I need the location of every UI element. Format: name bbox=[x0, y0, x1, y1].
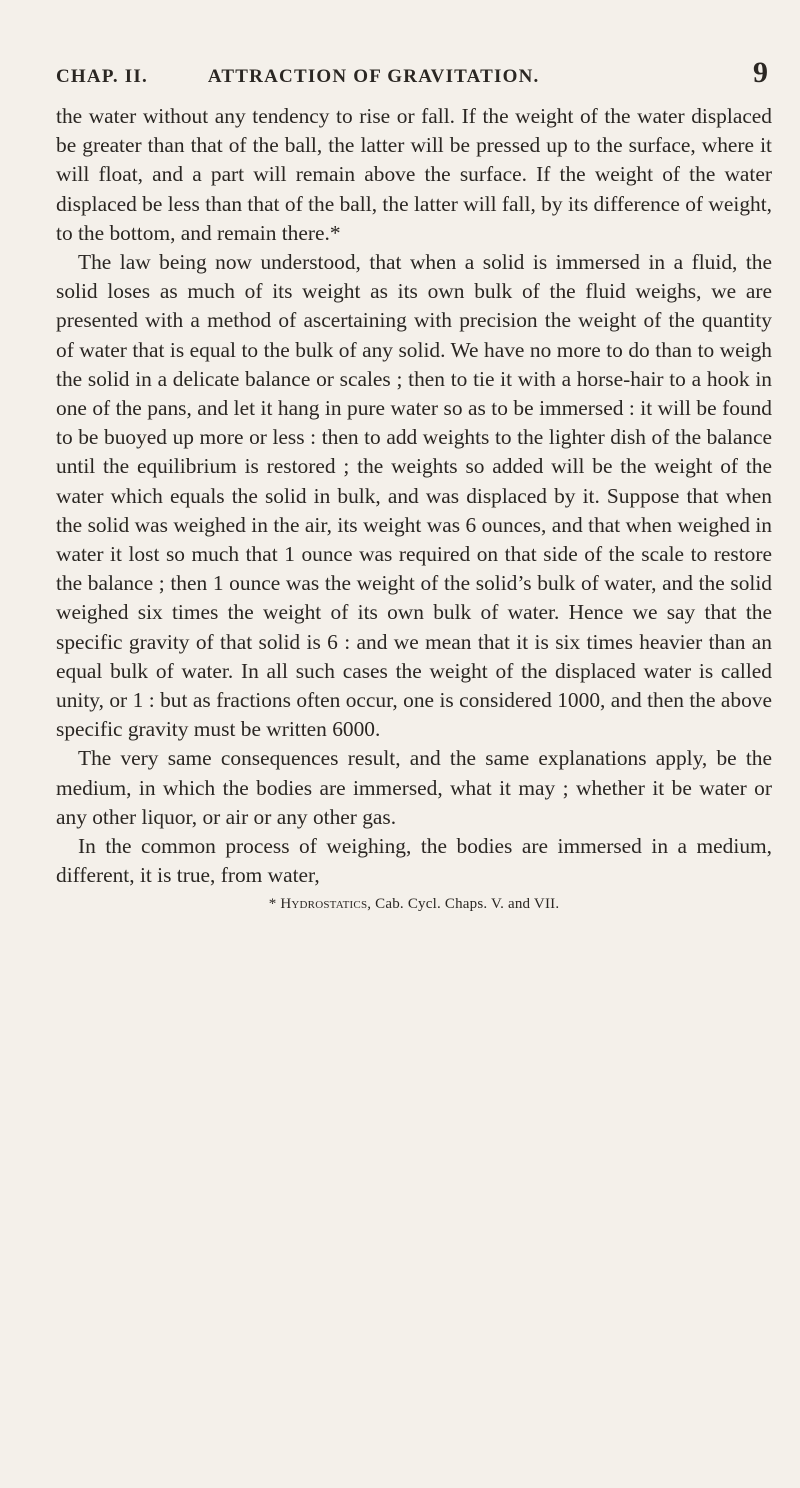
paragraph-continued: the water without any tendency to rise or fall. If the weight of the water displaced be greater than that of the ball, the latter will be pressed up to the surface, where it will float, and a part will remain above the surface. If the weight of the water displaced be less than that of the ball, the latter will fall, by its difference of weight, to the bottom, and remain there.* bbox=[56, 104, 772, 245]
footnote bbox=[56, 894, 772, 914]
paragraph-consequences: The very same consequences result, and the same explanations apply, be the medium, in which the bodies are immersed, what it may ; whether it be water or any other liquor, or air or any other gas. bbox=[56, 746, 772, 829]
running-head bbox=[56, 56, 770, 96]
footnote-source: Hydrostatics bbox=[280, 896, 368, 913]
paragraph-common-process: In the common process of weighing, the bodies are immersed in a medium, different, it is true, from water, bbox=[56, 834, 772, 888]
running-title: ATTRACTION OF GRAVITATION. bbox=[207, 66, 540, 87]
page-number: 9 bbox=[753, 56, 768, 89]
paragraph-law: The law being now understood, that when a solid is immersed in a fluid, the solid loses as much of its weight as its own bulk of the fluid weighs, we are presented with a method of ascertaining with precision the weight of the quantity of water that is equal to the bulk of any solid. We have no more to do than to weigh the solid in a delicate balance or scales ; then to tie it with a horse-hair to a hook in one of the pans, and let it hang in pure water so as to be immersed : it will be found to be buoyed up more or less : then to add weights to the lighter dish of the balance until the equilibrium is restored ; the weights so added will be the weight of the water which equals the solid in bulk, and was displaced by it. Suppose that when the solid was weighed in the air, its weight was 6 ounces, and that when weighed in water it lost so much that 1 ounce was required on that side of the scale to restore the balance ; then 1 ounce was the weight of the solid’s bulk of water, and the solid weighed six times the weight of its own bulk of water. Hence we say that the specific gravity of that solid is 6 : and we mean that it is six times heavier than an equal bulk of water. In all such cases the weight of the displaced water is called unity, or 1 : but as fractions often occur, one is considered 1000, and then the above specific gravity must be written 6000. bbox=[56, 250, 772, 742]
chapter-label: CHAP. II. bbox=[56, 66, 148, 87]
footnote-marker: * bbox=[268, 896, 277, 913]
body-text bbox=[56, 102, 772, 890]
footnote-reference: , Cab. Cycl. Chaps. V. and VII. bbox=[367, 896, 560, 913]
